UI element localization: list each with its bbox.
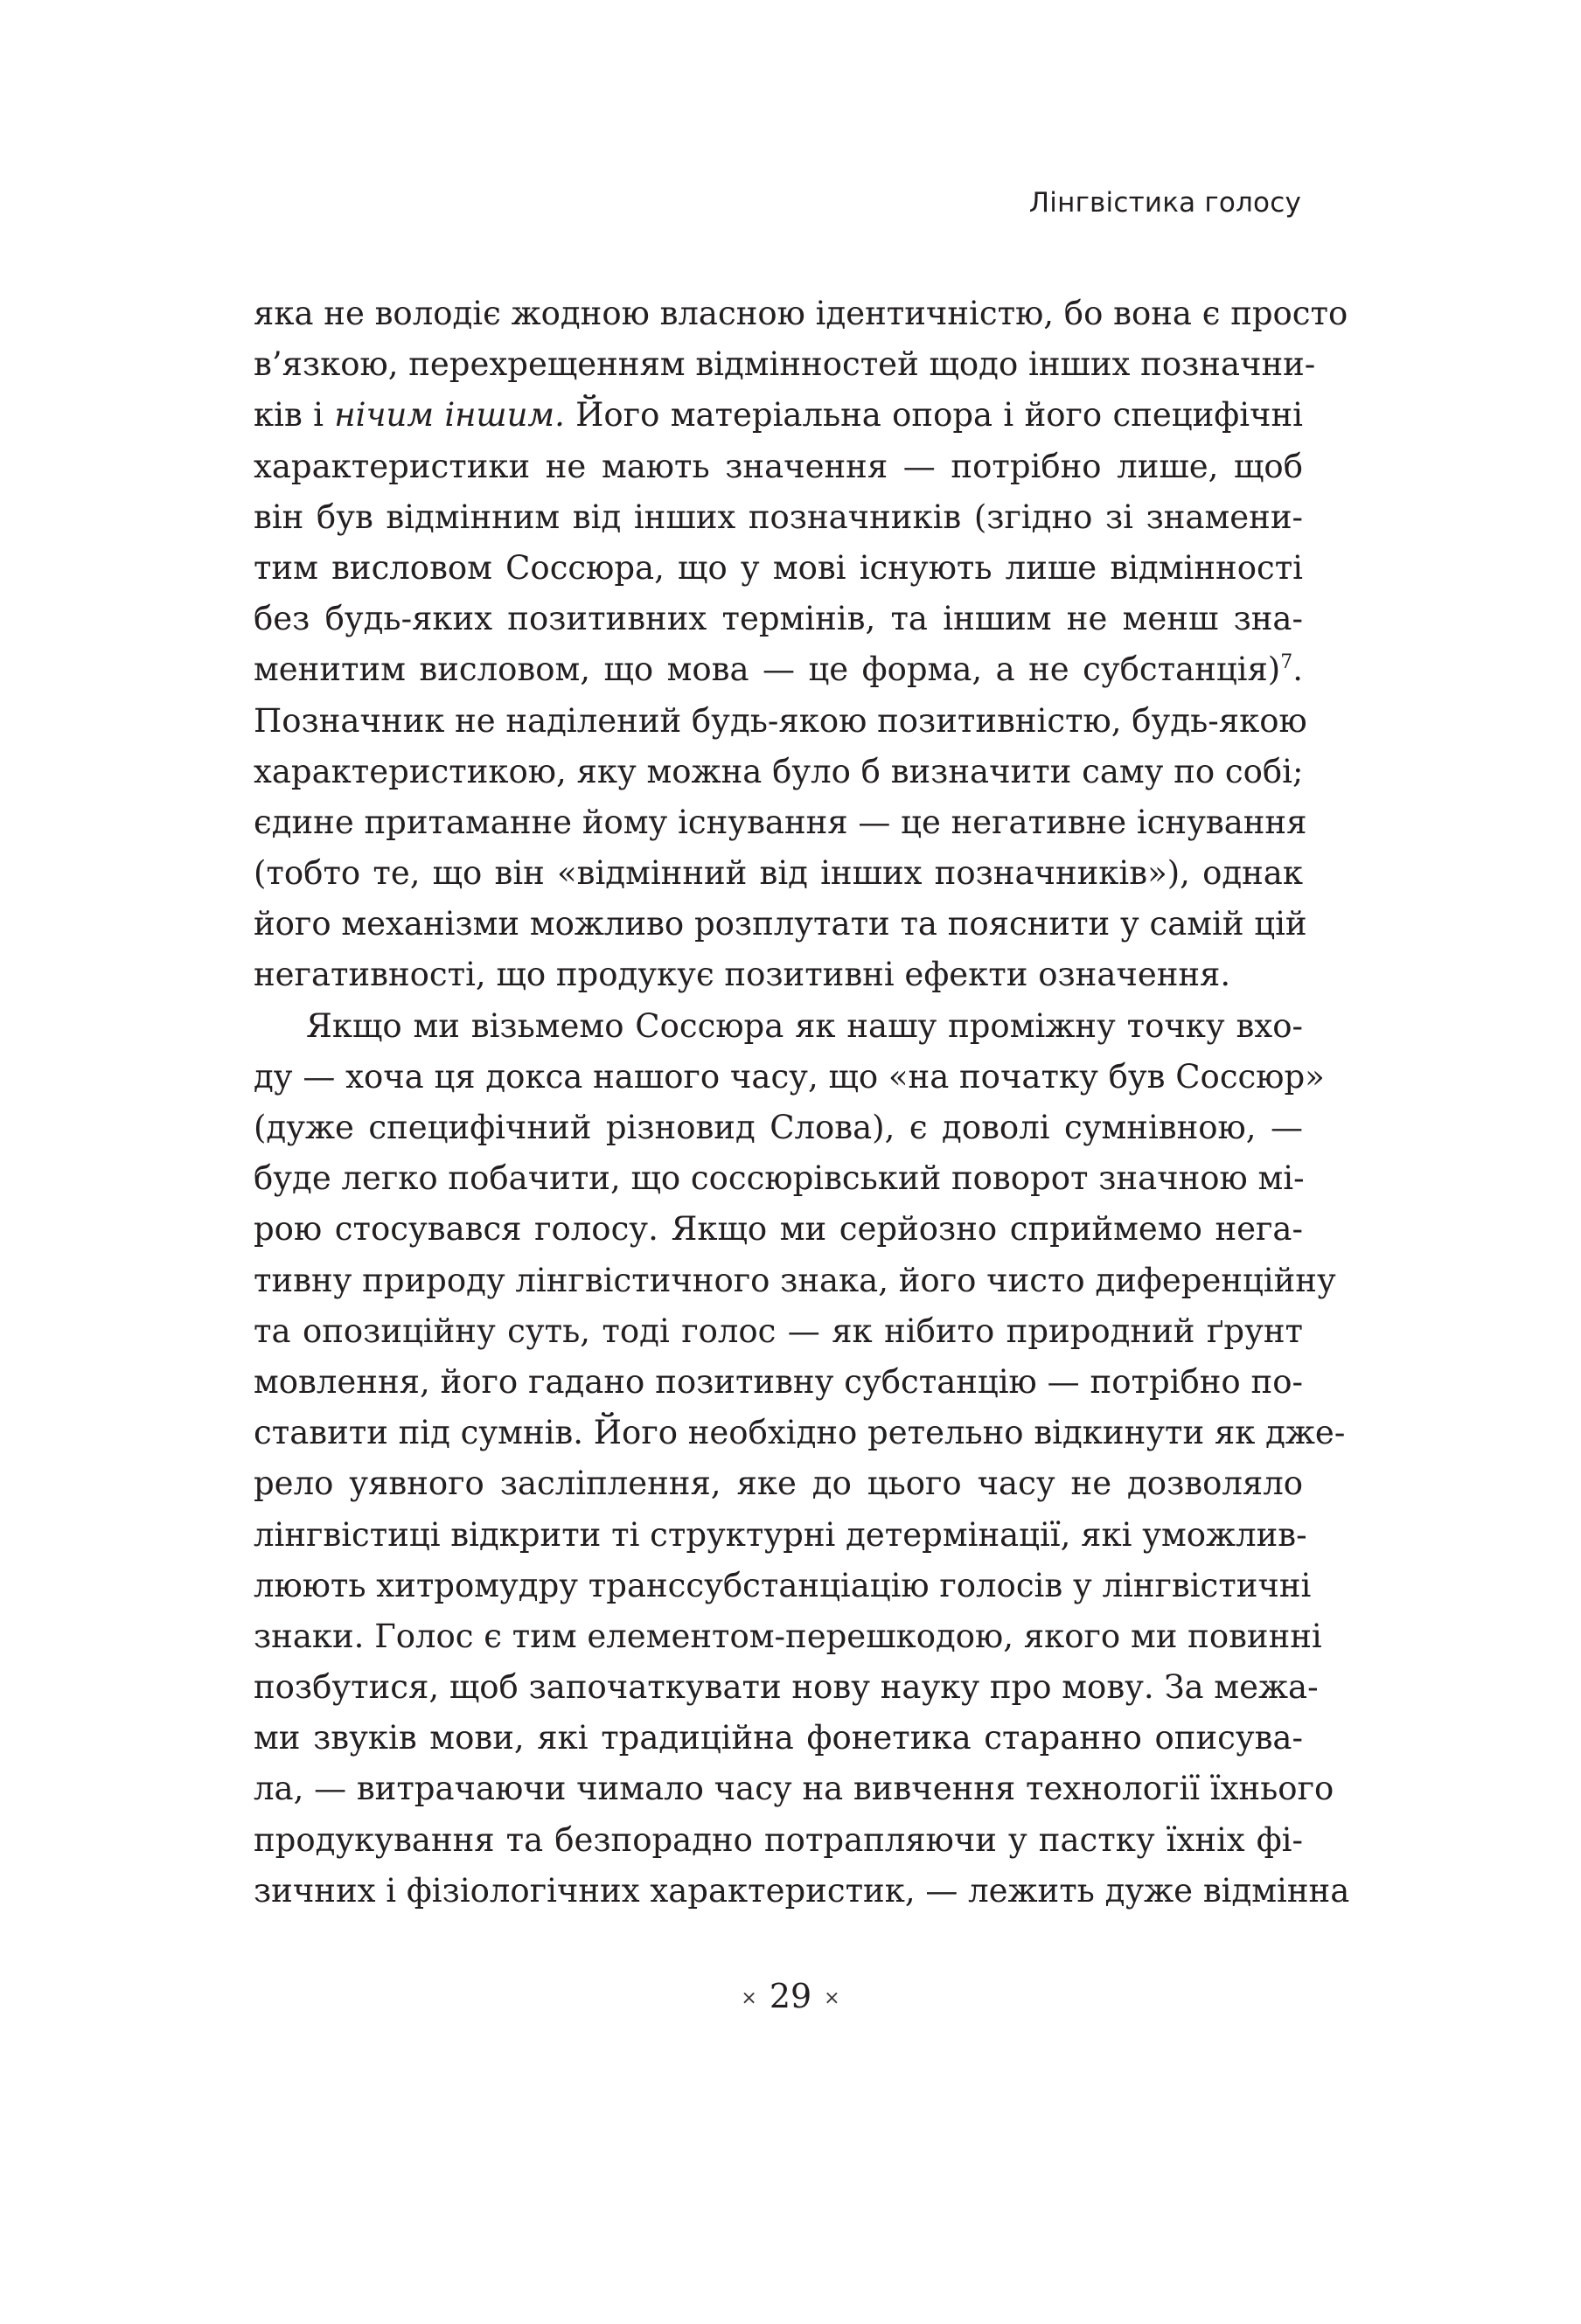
paragraph-2 (254, 1001, 1350, 1917)
text-line: характеристикою, яку можна було б визначити саму по собі; (254, 752, 1304, 790)
text-line: (тобто те, що він «відмінний від інших позначників»), однак (254, 854, 1303, 893)
text-line: рою стосувався голосу. Якщо ми серйозно сприймемо нега- (254, 1210, 1303, 1249)
italic-emphasis: нічим іншим. (334, 396, 565, 435)
text-line: та опозиційну суть, тоді голос — як нібито природний ґрунт (254, 1312, 1303, 1350)
text-line: тивну природу лінгвістичного знака, його чисто диференційну (254, 1261, 1336, 1299)
text-line: в’язкою, перехрещенням відмінностей щодо інших позначни- (254, 345, 1316, 384)
running-header: Лінгвістика голосу (1028, 187, 1301, 219)
text-line: лінгвістиці відкрити ті структурні детермінації, які уможлив- (254, 1515, 1307, 1554)
text-line: єдине притаманне йому існування — це негативне існування (254, 803, 1307, 841)
text-line (254, 390, 1303, 441)
text-line: тим висловом Соссюра, що у мові існують лише відмінності (254, 548, 1303, 587)
text-line: його механізми можливо розплутати та пояснити у самій цій (254, 905, 1307, 943)
text-line: мовлення, його гадано позитивну субстанцію — потрібно по- (254, 1362, 1303, 1401)
footnote-marker[interactable]: 7 (1280, 651, 1293, 674)
text-line: він був відмінним від інших позначників (згідно зі знамени- (254, 498, 1303, 536)
text-line: характеристики не мають значення — потрібно лише, щоб (254, 447, 1303, 485)
page-number (0, 1974, 1581, 2021)
text-run: менитим висловом, що мова — це форма, а не субстанція) (254, 651, 1281, 689)
text-line: Якщо ми візьмемо Соссюра як нашу проміжну точку вхо- (306, 1006, 1303, 1045)
text-run: ків і (254, 396, 335, 435)
folio-ornament-right: × (824, 1987, 840, 2009)
folio-ornament-left: × (741, 1987, 757, 2009)
text-line: Позначник не наділений будь-якою позитивністю, будь-якою (254, 701, 1307, 740)
text-line: ла, — витрачаючи чимало часу на вивчення технології їхнього (254, 1770, 1334, 1808)
text-line: зичних і фізіологічних характеристик, — лежить дуже відмінна (254, 1871, 1350, 1910)
text-line: без будь-яких позитивних термінів, та іншим не менш зна- (254, 600, 1303, 638)
body-text (254, 289, 1350, 1917)
text-line: позбутися, щоб започаткувати нову науку про мову. За межа- (254, 1668, 1319, 1707)
text-run: Його матеріальна опора і його специфічні (564, 396, 1303, 435)
page-number-value: 29 (769, 1977, 812, 2015)
text-line: буде легко побачити, що соссюрівський поворот значною мі- (254, 1159, 1305, 1198)
text-line: продукування та безпорадно потрапляючи у пастку їхніх фі- (254, 1820, 1303, 1859)
text-line: люють хитромудру транссубстанціацію голосів у лінгвістичні (254, 1566, 1312, 1604)
text-line: ду — хоча ця докса нашого часу, що «на початку був Соссюр» (254, 1057, 1325, 1096)
text-line: знаки. Голос є тим елементом-перешкодою, якого ми повинні (254, 1617, 1322, 1655)
text-line: (дуже специфічний різновид Слова), є доволі сумнівною, — (254, 1109, 1303, 1146)
text-line: ставити під сумнів. Його необхідно ретельно відкинути як дже- (254, 1414, 1346, 1452)
text-line (254, 644, 1303, 695)
text-line: яка не володіє жодною власною ідентичністю, бо вона є просто (254, 295, 1348, 332)
text-line: негативності, що продукує позитивні ефекти означення. (254, 956, 1231, 994)
paragraph-1 (254, 289, 1348, 1001)
text-line: рело уявного засліплення, яке до цього часу не дозволяло (254, 1465, 1303, 1503)
text-run: . (1292, 651, 1303, 689)
text-line: ми звуків мови, які традиційна фонетика старанно описува- (254, 1719, 1303, 1757)
